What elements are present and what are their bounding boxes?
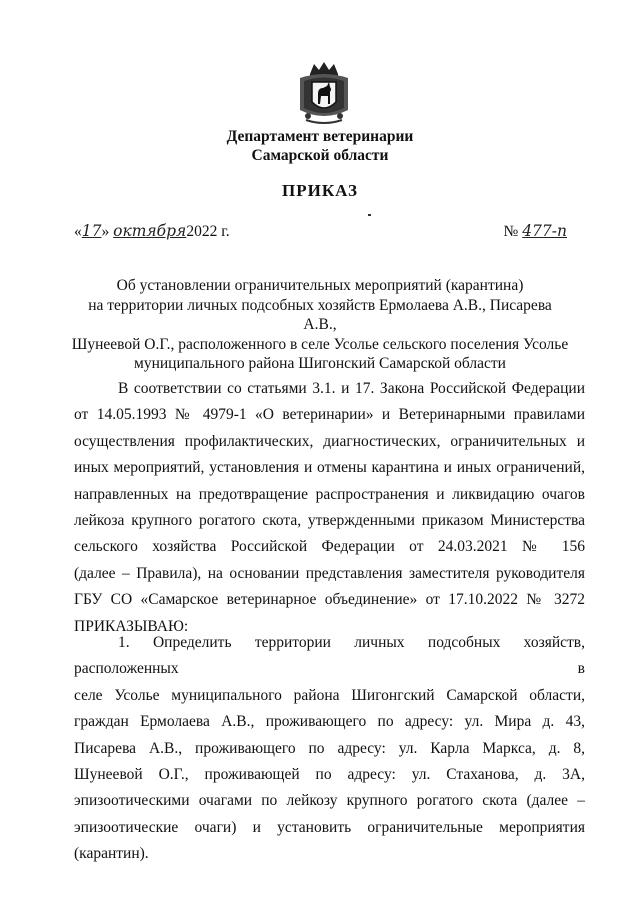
date-close-quote: » <box>101 223 110 240</box>
p2-line: 1. Определить территории личных подсобных хозяйств, расположенных в <box>74 634 585 678</box>
coat-of-arms-icon <box>296 60 352 124</box>
date-open-quote: « <box>74 223 82 240</box>
department-name <box>0 127 640 165</box>
p2-line: Писарева А.В., проживающего по адресу: ул. Карла Маркса, д. 8, <box>74 739 585 757</box>
p2-line: эпизоотическими очагами по лейкозу крупного рогатого скота (далее – <box>74 792 585 810</box>
date-year: 2022 г. <box>186 223 230 240</box>
scan-speck <box>368 214 371 216</box>
p2-line: Шунеевой О.Г., проживающей по адресу: ул. Стаханова, д. 3А, <box>74 766 585 784</box>
order-subject <box>70 276 570 374</box>
p1-line: от 14.05.1993 № 4979-1 «О ветеринарии» и Ветеринарными правилами <box>74 406 585 424</box>
subject-line-2: на территории личных подсобных хозяйств Ермолаева А.В., Писарева А.В., <box>88 296 552 333</box>
p2-line: граждан Ермолаева А.В., проживающего по адресу: ул. Мира д. 43, <box>74 713 585 731</box>
order-date <box>74 222 230 241</box>
p2-line: селе Усолье муниципального района Шигонгский Самарской области, <box>74 686 585 704</box>
p2-line: (карантин). <box>74 845 149 863</box>
subject-line-1: Об установлении ограничительных мероприятий (карантина) <box>116 277 524 294</box>
number-prefix: № <box>503 223 519 240</box>
department-line-2: Самарской области <box>251 147 389 164</box>
department-line-1: Департамент ветеринарии <box>226 128 414 145</box>
p1-line: ГБУ СО «Самарское ветеринарное объединение» от 17.10.2022 № 3272 <box>74 591 585 609</box>
p1-line: ПРИКАЗЫВАЮ: <box>74 617 189 635</box>
p2-line: эпизоотические очаги) и установить ограничительные мероприятия <box>74 818 585 836</box>
p1-line: сельского хозяйства Российской Федерации от 24.03.2021 № 156 <box>74 538 585 556</box>
paragraph-item-1 <box>74 630 585 868</box>
subject-line-3: Шунеевой О.Г., расположенного в селе Усолье сельского поселения Усолье <box>71 335 569 353</box>
order-number <box>504 222 567 241</box>
p1-line: (далее – Правила), на основании представления заместителя руководителя <box>74 564 585 582</box>
date-month: октября <box>113 222 187 240</box>
p1-line: осуществления профилактических, диагностических, ограничительных и <box>74 432 585 450</box>
p1-line: В соответствии со статьями 3.1. и 17. Закона Российской Федерации <box>118 380 585 397</box>
paragraph-preamble <box>74 376 585 640</box>
subject-line-4: муниципального района Шигонский Самарской области <box>134 355 506 372</box>
date-day: 17 <box>81 222 102 240</box>
p1-line: иных мероприятий, установления и отмены карантина и иных ограничений, <box>74 459 585 477</box>
p1-line: направленных на предотвращение распространения и ликвидацию очагов <box>74 485 585 503</box>
p1-line: лейкоза крупного рогатого скота, утвержденными приказом Министерства <box>74 512 585 530</box>
order-title: ПРИКАЗ <box>282 181 358 200</box>
number-value: 477-п <box>522 222 567 240</box>
